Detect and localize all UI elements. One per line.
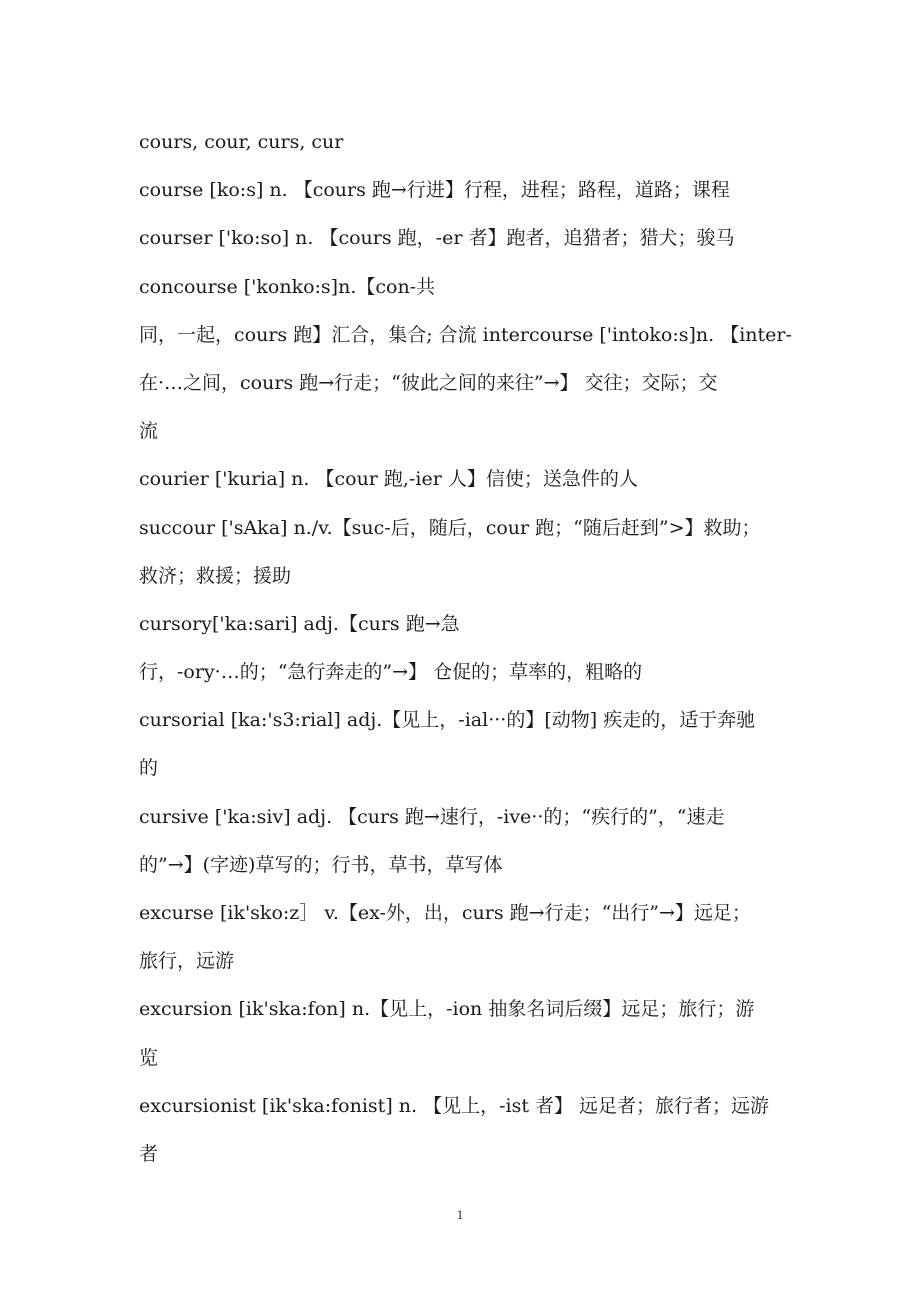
- text-line: excursionist [ik'ska:fonist] n. 【见上，-ist 者】 远足者；旅行者；远游: [139, 1094, 770, 1117]
- text-line: succour ['sAka] n./v.【suc-后，随后，cour 跑；“随后赶到”>】救助；: [139, 516, 761, 539]
- text-line: 览: [139, 1046, 159, 1069]
- text-line: 行，-ory·…的；“急行奔走的”→】 仓促的；草率的，粗略的: [139, 661, 643, 684]
- text-line: cours, cour, curs, cur: [139, 131, 344, 153]
- text-line: 的”→】(字迹)草写的；行书，草书，草写体: [139, 853, 503, 876]
- text-line: 在·…之间，cours 跑→行走；“彼此之间的来往”→】 交往；交际；交: [139, 371, 718, 394]
- page-number: 1: [456, 1207, 464, 1222]
- text-line: 流: [139, 420, 159, 443]
- text-line: course [ko:s] n. 【cours 跑→行进】行程，进程；路程，道路；课程: [139, 179, 730, 202]
- text-line: concourse ['konko:s]n.【con-共: [139, 275, 436, 298]
- text-line: excursion [ik'ska:fon] n.【见上，-ion 抽象名词后缀】远足；旅行；游: [139, 998, 755, 1021]
- text-line: cursorial [ka:'s3:rial] adj.【见上，-ial···的】[动物] 疾走的，适于奔驰: [139, 709, 756, 732]
- text-body: [139, 118, 799, 1178]
- text-line: courser ['ko:so] n. 【cours 跑，-er 者】跑者，追猎者；猎犬；骏马: [139, 227, 735, 250]
- text-line: cursory['ka:sari] adj.【curs 跑→急: [139, 612, 460, 635]
- text-line: cursive ['ka:siv] adj. 【curs 跑→速行，-ive··的；“疾行的”，“速走: [139, 805, 725, 828]
- text-line: 旅行，远游: [139, 950, 235, 973]
- text-line: 的: [139, 757, 159, 780]
- text-line: 救济；救援；援助: [139, 564, 292, 587]
- text-line: 者: [139, 1142, 159, 1165]
- text-line: excurse [ik'sko:z］ v.【ex-外，出，curs 跑→行走；“出行”→】远足；: [139, 902, 751, 924]
- text-line: courier ['kuria] n. 【cour 跑,-ier 人】信使；送急件的人: [139, 468, 638, 491]
- text-line: 同，一起，cours 跑】汇合，集合; 合流 intercourse ['intoko:s]n. 【inter-: [139, 323, 792, 346]
